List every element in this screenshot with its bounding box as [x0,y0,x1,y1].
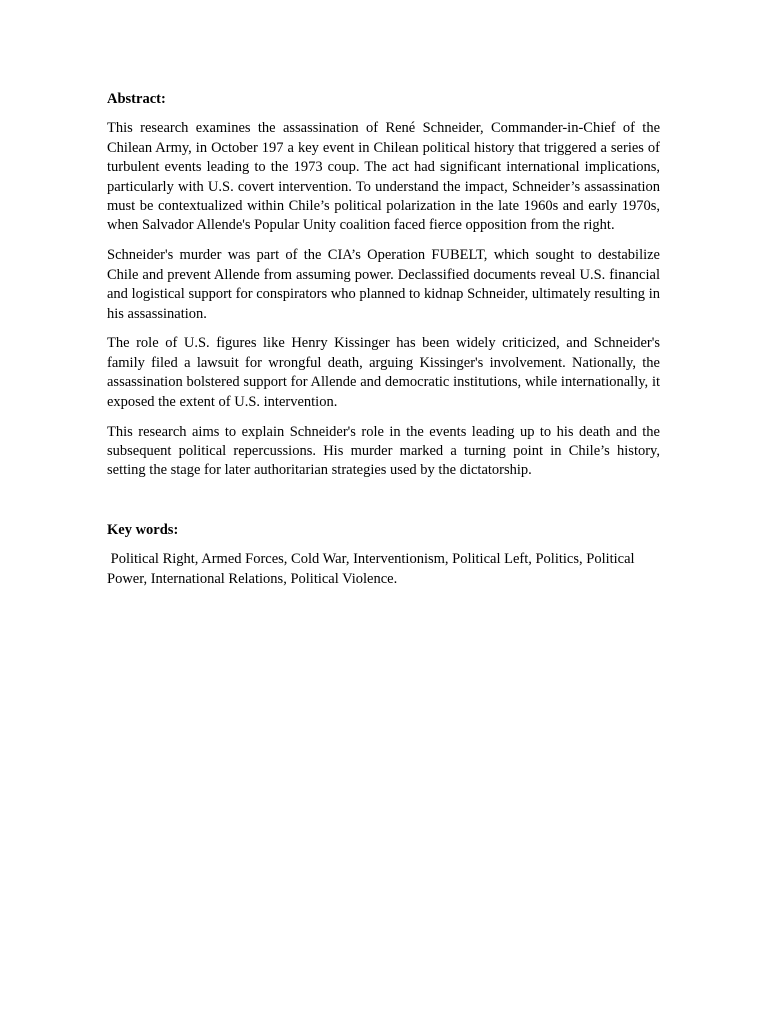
abstract-heading: Abstract: [107,91,166,107]
keywords-list: Political Right, Armed Forces, Cold War, Interventionism, Political Left, Politics, Political Power, International Relations, Political Violence. [107,551,639,587]
keywords-heading: Key words: [107,521,179,538]
document-page [107,90,660,600]
abstract-paragraph-2: Schneider's murder was part of the CIA’s Operation FUBELT, which sought to destabilize Chile and prevent Allende from assuming power. Declassified documents reveal U.S. financial and logistical support for conspirators who planned to kidnap Schneider, ultimately resulting in his assassination. [107,247,660,322]
abstract-paragraph-4: This research aims to explain Schneider's role in the events leading up to his death and the subsequent political repercussions. His murder marked a turning point in Chile’s history, setting the stage for later authoritarian strategies used by the dictatorship. [107,423,660,479]
abstract-paragraph-1: This research examines the assassination of René Schneider, Commander-in-Chief of the Chilean Army, in October 197 a key event in Chilean political history that triggered a series of turbulent events leading to the 1973 coup. The act had significant international implications, particularly with U.S. covert intervention. To understand the impact, Schneider’s assassination must be contextualized within Chile’s political polarization in the late 1960s and early 1970s, when Salvador Allende's Popular Unity coalition faced fierce opposition from the right. [107,120,660,234]
abstract-paragraph-3: The role of U.S. figures like Henry Kissinger has been widely criticized, and Schneider's family filed a lawsuit for wrongful death, arguing Kissinger's involvement. Nationally, the assassination bolstered support for Allende and democratic institutions, while internationally, it exposed the extent of U.S. intervention. [107,335,660,410]
